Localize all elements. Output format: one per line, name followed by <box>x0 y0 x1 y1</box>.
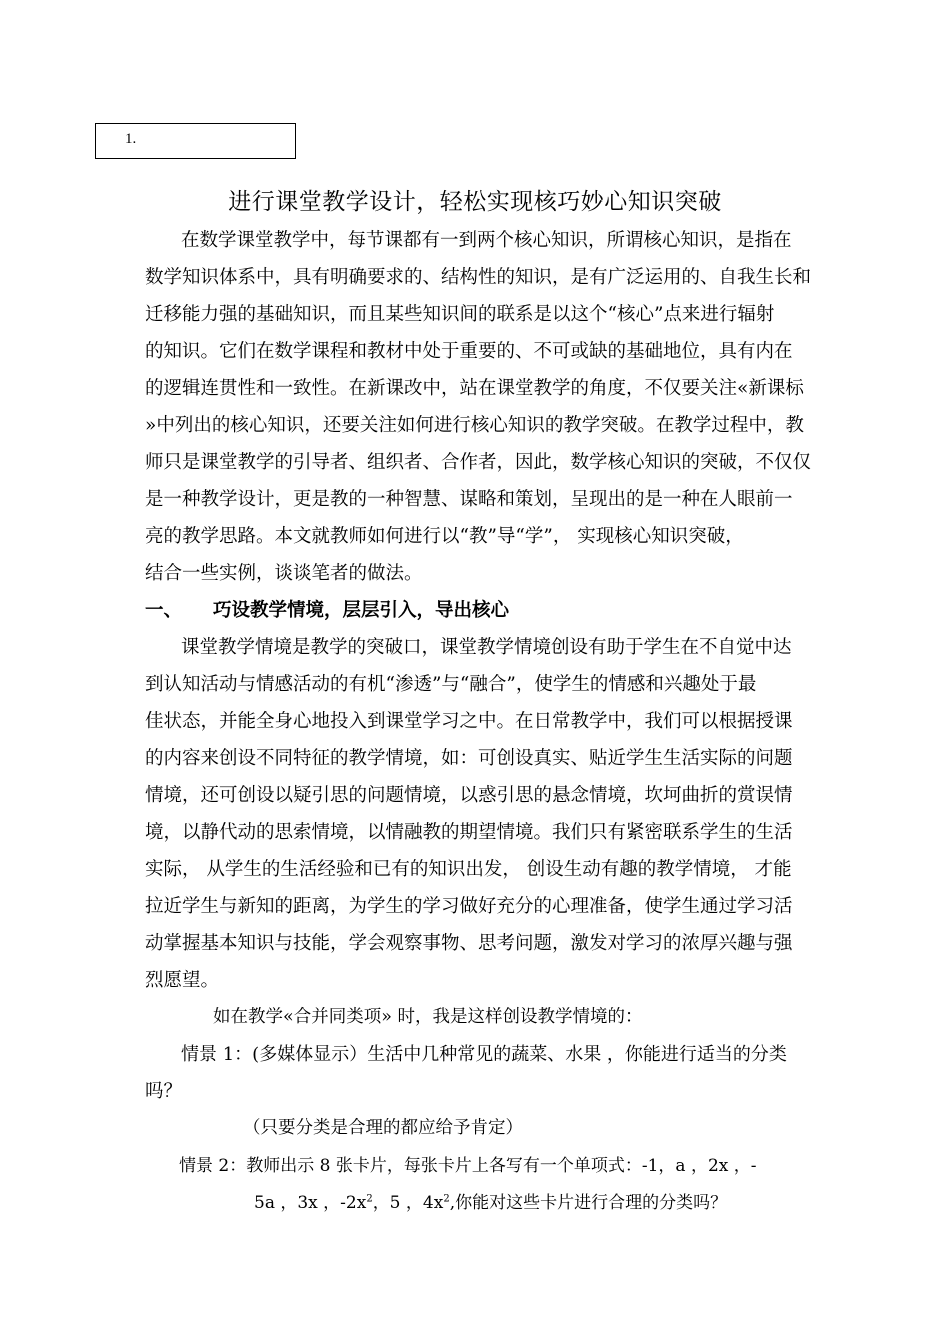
text-line: 动掌握基本知识与技能，学会观察事物、思考问题，激发对学习的浓厚兴趣与强 <box>145 933 793 954</box>
document-title: 进行课堂教学设计，轻松实现核巧妙心知识突破 <box>228 189 722 215</box>
scenario-2-line: 情景 2：教师出示 8 张卡片，每张卡片上各写有一个单项式：-1，a ，2x ，- <box>179 1156 757 1176</box>
text-line: 课堂教学情境是教学的突破口，课堂教学情境创设有助于学生在不自觉中达 <box>181 637 792 658</box>
text-line: 境，以静代动的思索情境，以情融教的期望情境。我们只有紧密联系学生的生活 <box>145 822 793 843</box>
expr-part: ,你能对这些卡片进行合理的分类吗？ <box>449 1193 728 1213</box>
text-line: 的逻辑连贯性和一致性。在新课改中，站在课堂教学的角度，不仅要关注«新课标 <box>145 378 804 399</box>
number-label: 1. <box>125 131 137 147</box>
text-line: 迁移能力强的基础知识，而且某些知识间的联系是以这个“核心”点来进行辐射 <box>145 304 775 325</box>
section-heading <box>145 596 509 622</box>
scenario-1-note: （只要分类是合理的都应给予肯定） <box>243 1118 523 1138</box>
text-line: 师只是课堂教学的引导者、组织者、合作者，因此，数学核心知识的突破，不仅仅 <box>145 452 812 473</box>
intro-line: 如在教学«合并同类项» 时，我是这样创设教学情境的： <box>213 1007 643 1027</box>
scenario-1-line-cont: 吗？ <box>145 1081 183 1102</box>
text-line: 烈愿望。 <box>145 970 220 991</box>
superscript: 2 <box>443 1193 450 1205</box>
text-line: 数学知识体系中，具有明确要求的、结构性的知识，是有广泛运用的、自我生长和 <box>145 267 812 288</box>
text-line: 的知识。它们在数学课程和教材中处于重要的、不可或缺的基础地位，具有内在 <box>145 341 793 362</box>
section-title: 巧设教学情境，层层引入，导出核心 <box>213 600 510 621</box>
text-line: »中列出的核心知识，还要关注如何进行核心知识的教学突破。在教学过程中，教 <box>145 415 804 436</box>
expr-part: 5a ，3x ，-2x <box>254 1193 367 1213</box>
text-line: 在数学课堂教学中，每节课都有一到两个核心知识，所谓核心知识，是指在 <box>181 230 792 251</box>
text-line: 拉近学生与新知的距离，为学生的学习做好充分的心理准备，使学生通过学习活 <box>145 896 793 917</box>
text-line: 是一种教学设计，更是教的一种智慧、谋略和策划，呈现出的是一种在人眼前一 <box>145 489 793 510</box>
scenario-1-line: 情景 1：(多媒体显示）生活中几种常见的蔬菜、水果 ，你能进行适当的分类 <box>181 1044 787 1065</box>
text-line: 结合一些实例，谈谈笔者的做法。 <box>145 563 423 584</box>
text-line: 情境，还可创设以疑引思的问题情境，以惑引思的悬念情境，坎坷曲折的赏误情 <box>145 785 793 806</box>
text-line: 到认知活动与情感活动的有机“渗透”与“融合”，使学生的情感和兴趣处于最 <box>145 674 757 695</box>
text-line: 亮的教学思路。本文就教师如何进行以“教”导“学”， 实现核心知识突破， <box>145 526 744 547</box>
expr-part: ，5 ，4x <box>372 1193 444 1213</box>
scenario-2-line-cont <box>254 1188 727 1213</box>
section-number: 一、 <box>145 600 183 621</box>
text-line: 的内容来创设不同特征的教学情境，如：可创设真实、贴近学生生活实际的问题 <box>145 748 793 769</box>
text-line: 实际， 从学生的生活经验和已有的知识出发， 创设生动有趣的教学情境， 才能 <box>145 859 792 880</box>
superscript: 2 <box>366 1193 373 1205</box>
number-box <box>95 123 296 159</box>
text-line: 佳状态，并能全身心地投入到课堂学习之中。在日常教学中，我们可以根据授课 <box>145 711 793 732</box>
